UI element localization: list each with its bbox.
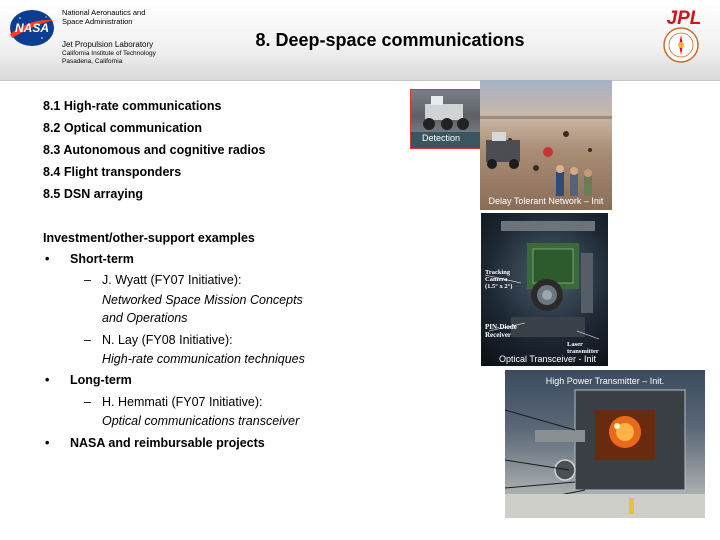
dash-marker: – (84, 273, 91, 287)
hemmati-line1: H. Hemmati (FY07 Initiative): (102, 395, 263, 409)
lab-affiliation: California Institute of Technology (62, 50, 156, 57)
bullet-marker: • (45, 436, 50, 450)
dtn-caption: Delay Tolerant Network – Init (488, 196, 604, 206)
wyatt-line3: and Operations (102, 311, 188, 325)
nasa-logo-text: NASA (14, 21, 50, 35)
dash-marker: – (84, 395, 91, 409)
hpt-caption: High Power Transmitter – Init. (545, 376, 665, 386)
detection-photo (410, 89, 482, 149)
long-term-label: Long-term (70, 373, 132, 387)
jpl-logo-icon (658, 7, 710, 27)
high-power-transmitter-photo (505, 370, 705, 518)
hemmati-line2: Optical communications transceiver (102, 414, 300, 428)
laser-label-line1: Laser (567, 341, 583, 348)
detection-caption: Detection (422, 133, 461, 143)
topic-item: 8.1 High-rate communications (43, 99, 222, 113)
bullet-marker: • (45, 252, 50, 266)
examples-heading: Investment/other-support examples (43, 231, 255, 245)
lay-line2: High-rate communication techniques (102, 352, 305, 366)
lab-name: Jet Propulsion Laboratory (62, 40, 154, 49)
short-term-label: Short-term (70, 252, 134, 266)
optical-caption: Optical Transceiver - Init (499, 354, 597, 364)
pin-diode-label (485, 323, 517, 339)
pin-label-line1: PIN-Diode (485, 323, 517, 331)
tracking-label-line1: Tracking (485, 269, 511, 276)
topic-item: 8.5 DSN arraying (43, 187, 144, 201)
wyatt-line2: Networked Space Mission Concepts (102, 293, 303, 307)
desert-scene-icon (480, 80, 612, 210)
tracking-label-line3: (1.5° x 2°) (485, 283, 513, 290)
wyatt-line1: J. Wyatt (FY07 Initiative): (102, 273, 242, 287)
lay-line1: N. Lay (FY08 Initiative): (102, 333, 233, 347)
topic-item: 8.4 Flight transponders (43, 165, 182, 179)
bullet-marker: • (45, 373, 50, 387)
transmitter-hardware-icon (505, 370, 705, 518)
dash-marker: – (84, 333, 91, 347)
slide-title: 8. Deep-space communications (255, 30, 525, 50)
lab-location: Pasadena, California (62, 58, 123, 65)
pin-label-line2: Receiver (485, 331, 512, 339)
tracking-label-line2: Camera (485, 276, 508, 283)
org-name-line1: National Aeronautics and (62, 8, 146, 17)
dtn-photo (480, 80, 612, 210)
laser-transmitter-label (567, 341, 599, 355)
jpl-logo-text: JPL (666, 8, 702, 27)
org-name-line2: Space Administration (62, 17, 133, 26)
tracking-camera-label (485, 269, 512, 290)
optical-transceiver-photo (481, 213, 608, 366)
topic-item: 8.2 Optical communication (43, 121, 203, 135)
slide-header (0, 0, 720, 81)
topic-item: 8.3 Autonomous and cognitive radios (43, 143, 266, 157)
laser-label-line2: transmitter (567, 348, 599, 355)
nasa-projects-label: NASA and reimbursable projects (70, 436, 265, 450)
caltech-seal-icon (662, 26, 700, 64)
